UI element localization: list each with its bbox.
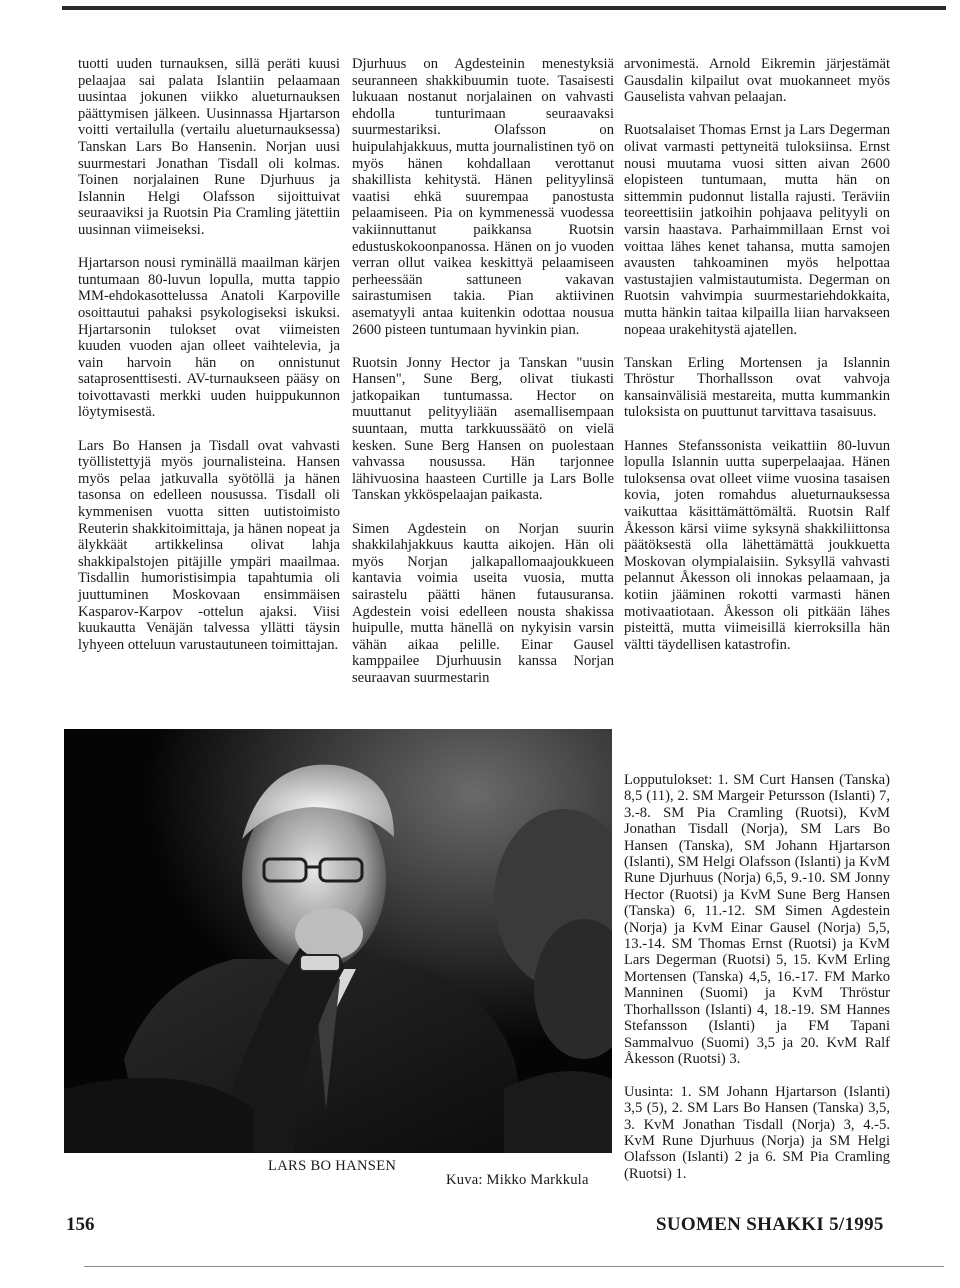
paragraph: Tanskan Erling Mortensen ja Islannin Thröstur Thorhallsson ovat vahvoja kansainvälisiä mestareita, mutta kummankin tuloksista on puuttunut tarvittava tasaisuus. <box>624 354 890 421</box>
magazine-issue: SUOMEN SHAKKI 5/1995 <box>656 1214 884 1235</box>
article-column-2 <box>352 56 614 703</box>
paragraph: tuotti uuden turnauksen, sillä peräti kuusi pelaajaa sai palata Islantiin pelaamaan uusintaa jokunen viikko alueturnauksen päättymisen jälkeen. Uusinnassa Hjartarson voitti vertailulla (vertailu alueturnauksessa) Tanskan Lars Bo Hansenin. Norjan uusi suurmestari Jonathan Tisdall oli kolmas. Toinen norjalainen Rune Djurhuus ja Islannin Helgi Olafsson sijoittuivat seuraaviksi ja Ruotsin Pia Cramling jätettiin uusinnan viimeiseksi. <box>78 56 340 238</box>
bottom-rule <box>84 1266 944 1267</box>
paragraph: Ruotsin Jonny Hector ja Tanskan "uusin Hansen", Sune Berg, olivat tiukasti jatkopaikan tuntumassa. Hector on muuttanut pelityyliään asemallisempaan suuntaan, mutta tarkkuussäätö on vielä kesken. Sune Berg Hansen on puolestaan vahvassa nousussa. Hän tarjonnee lähivuosina haasteen Curtille ja Lars Bolle Tanskan ykköspelaajan paikasta. <box>352 354 614 504</box>
photo-caption: LARS BO HANSEN <box>268 1158 397 1174</box>
page-number: 156 <box>66 1214 95 1235</box>
photo-illustration <box>64 729 612 1153</box>
rematch-results: Uusinta: 1. SM Johann Hjartarson (Islanti) 3,5 (5), 2. SM Lars Bo Hansen (Tanska) 3,5, 3. KvM Jonathan Tisdall (Norja) 3, 4.-5. KvM Rune Djurhuus (Norja) ja SM Helgi Olafsson (Islanti) 2 ja 6. SM Pia Cramling (Ruotsi) 1. <box>624 1083 890 1182</box>
player-photo <box>64 729 612 1153</box>
paragraph: Ruotsalaiset Thomas Ernst ja Lars Degerman olivat varmasti pettyneitä tuloksiinsa. Ernst nousi muutama vuosi sitten aivan 2600 elopisteen tuntumaan, mutta hän on sittemmin pudonnut listalla rajusti. Teräviin teoreettisiin jatkoihin pohjaava pelityyli on varsin haastava. Parhaimmillaan Ernst voi voittaa lähes kenet tahansa, mutta samojen avausten tahkoaminen myös helpottaa vastustajien valmistautumista. Degerman on Ruotsin vahvimpia suurmestariehdokkaita, mutta hänkin taitaa kilpailla liian harvakseen nopeaa urakehitystä ajatellen. <box>624 122 890 338</box>
paragraph: Simen Agdestein on Norjan suurin shakkilahjakkuus kautta aikojen. Hän oli myös Norjan jalkapallomaajoukkueen kantavia voimia useita vuosia, mutta sairastelu päätti hänen futausuransa. Agdestein voisi edelleen nousta shakissa huipulle, mutta hänellä on nykyisin varsin vähän aikaa pelille. Einar Gausel kamppailee Djurhuusin kanssa Norjan seuraavan suurmestarin <box>352 520 614 686</box>
paragraph: arvonimestä. Arnold Eikremin järjestämät Gausdalin kilpailut ovat muokanneet myös Gauselista vahvan pelaajan. <box>624 56 890 106</box>
photo-credit: Kuva: Mikko Markkula <box>446 1172 589 1188</box>
paragraph: Hannes Stefanssonista veikattiin 80-luvun lopulla Islannin uutta superpelaajaa. Hänen tuloksensa ovat olleet viime vuosina tasaisen kovia, joten romahdus alueturnauksessa vaikuttaa käsittämättömältä. Ruotsin Ralf Åkesson kärsi viime syksynä shakkiliittonsa päätöksestä olla lähettämättä joukkuetta Moskovan olympialaisiin. Syksyllä vahvasti pelannut Åkesson oli innokas pelaamaan, ja kotiin jääminen rokotti varmasti hänen motivaatiotaan. Åkesson oli pitkään lähes pisteittä, mutta viimeisillä kierroksilla hän vältti täydellisen katastrofin. <box>624 437 890 653</box>
article-column-1 <box>78 56 340 670</box>
paragraph: Djurhuus on Agdesteinin menestyksiä seuranneen shakkibuumin tuote. Tasaisesti lukuaan nostanut norjalainen on vahvasti ehdolla tunturimaan seuraavaksi suurmestariksi. Olafsson on huipulahjakkuus, mutta journalistinen työ on myös hänen kohdallaan verottanut shakillista kehitystä. Hänen pelityylinsä vaatisi ehkä suurempaa panostusta pelaamiseen. Pia on kymmenessä vuodessa vakiinnuttanut paikkansa Ruotsin edustuskokoonpanossa. Hänen on jo vuoden verran ollut vaikea keskittyä pelaamiseen perheessään sattuneen vakavan sairastumisen takia. Pian aktiivinen asematyyli antaa kuitenkin odottaa nousua 2600 pisteen tuntumaan hyvinkin pian. <box>352 56 614 338</box>
final-results: Lopputulokset: 1. SM Curt Hansen (Tanska) 8,5 (11), 2. SM Margeir Petursson (Islanti) 7, 3.-8. SM Pia Cramling (Ruotsi), KvM Jonathan Tisdall (Norja), SM Lars Bo Hansen (Tanska), SM Johann Hjartarson (Islanti), SM Helgi Olafsson (Islanti) ja KvM Rune Djurhuus (Norja) 6,5, 9.-10. SM Jonny Hector (Ruotsi) ja KvM Sune Berg Hansen (Tanska) 6, 11.-12. SM Simen Agdestein (Norja) ja KvM Einar Gausel (Norja) 5,5, 13.-14. SM Thomas Ernst (Ruotsi) ja KvM Lars Degerman (Ruotsi) 5, 15. KvM Erling Mortensen (Tanska) 4,5, 16.-17. FM Marko Manninen (Suomi) ja KvM Thröstur Thorhallsson (Islanti) 4, 18.-19. SM Hannes Stefansson (Islanti) ja FM Tapani Sammalvuo (Suomi) 3,5 ja 20. KvM Ralf Åkesson (Ruotsi) 3. <box>624 772 890 1067</box>
results-box <box>624 772 890 1199</box>
top-rule <box>62 6 946 10</box>
paragraph: Hjartarson nousi ryminällä maailman kärjen tuntumaan 80-luvun lopulla, mutta tappio MM-ehdokasottelussa Anatoli Karpoville osoittautui pahaksi psykologiseksi iskuksi. Hjartarsonin tulokset ovat viimeisten kuuden vuoden ajan olleet vaihtelevia, ja vain harvoin hän on onnistunut sataprosenttisesti. AV-turnaukseen pääsy on toivottavasti merkki uuden huippukunnon löytymisestä. <box>78 255 340 421</box>
paragraph: Lars Bo Hansen ja Tisdall ovat vahvasti työllistettyjä myös journalisteina. Hansen myös pelaa jatkuvalla syötöllä ja hänen tasonsa on edelleen nousussa. Tisdall oli kymmenisen vuotta sitten uutistoimisto Reuterin shakkitoimittaja, ja hänen nopeat ja älykkäät artikkelinsa olivat lahja shakkipalstojen pitäjille ympäri maailmaa. Tisdallin humoristisimpia tapahtumia oli juuttuminen Moskovaan ensimmäisen Kasparov-Karpov -ottelun ajaksi. Viisi kuukautta Venäjän talvessa yllätti täysin lyhyeen otteluun varustautuneen toimittajan. <box>78 437 340 653</box>
article-column-3 <box>624 56 890 670</box>
